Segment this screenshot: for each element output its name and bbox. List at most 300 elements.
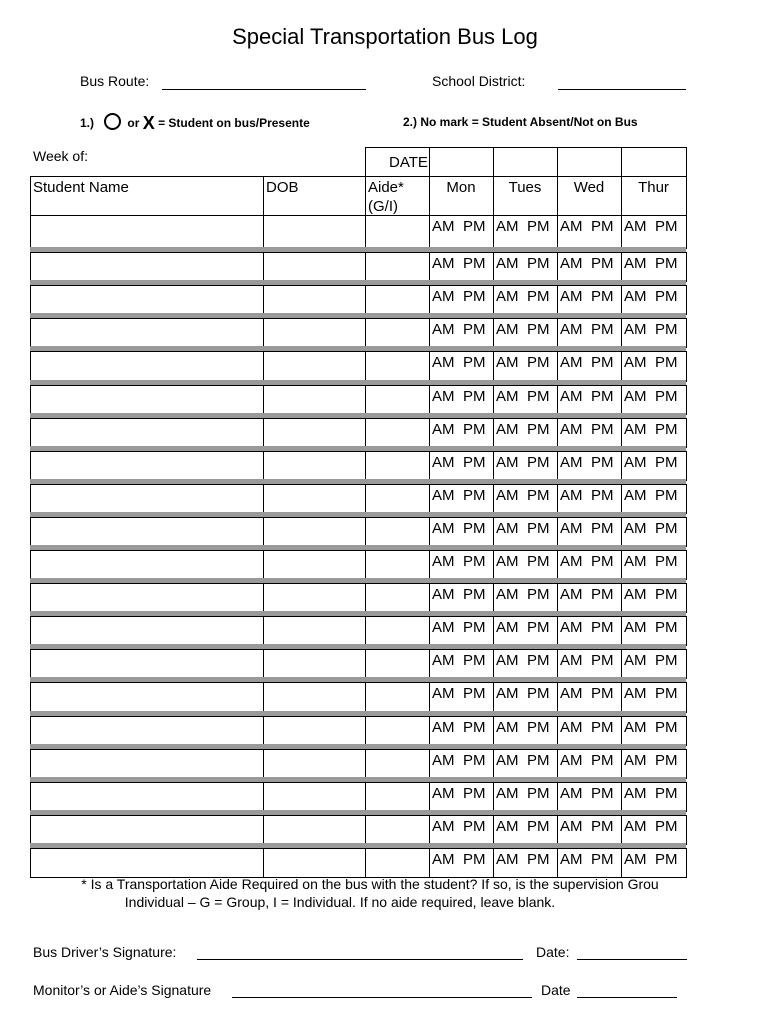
pm-label: PM [655, 255, 678, 272]
attendance-cell-mon[interactable] [429, 418, 494, 448]
pm-label: PM [527, 421, 550, 438]
am-label: AM [496, 421, 519, 438]
attendance-cell-wed[interactable] [557, 649, 622, 679]
attendance-cell-thur[interactable] [621, 550, 687, 580]
attendance-cell-tues[interactable] [493, 716, 558, 746]
attendance-cell-thur[interactable] [621, 318, 687, 348]
dob-cell[interactable] [263, 451, 366, 481]
pm-label: PM [655, 421, 678, 438]
am-label: AM [432, 218, 455, 235]
attendance-cell-tues[interactable] [493, 215, 558, 249]
dob-cell[interactable] [263, 749, 366, 779]
student-name-cell[interactable] [30, 616, 264, 646]
attendance-cell-thur[interactable] [621, 682, 687, 713]
pm-label: PM [591, 520, 614, 537]
student-name-cell[interactable] [30, 385, 264, 415]
pm-label: PM [463, 454, 486, 471]
dob-cell[interactable] [263, 583, 366, 613]
attendance-cell-mon[interactable] [429, 484, 494, 514]
student-name-cell[interactable] [30, 749, 264, 779]
legend-item-2: 2.) No mark = Student Absent/Not on Bus [403, 115, 638, 129]
aide-cell[interactable] [365, 385, 430, 415]
pm-label: PM [463, 321, 486, 338]
pm-label: PM [527, 752, 550, 769]
column-header-dob: DOB [266, 179, 299, 196]
pm-label: PM [591, 421, 614, 438]
attendance-cell-thur[interactable] [621, 616, 687, 646]
attendance-cell-tues[interactable] [493, 252, 558, 282]
dob-cell[interactable] [263, 782, 366, 812]
am-label: AM [560, 586, 583, 603]
am-label: AM [560, 752, 583, 769]
aide-cell[interactable] [365, 815, 430, 845]
attendance-cell-mon[interactable] [429, 550, 494, 580]
am-label: AM [432, 652, 455, 669]
student-name-cell[interactable] [30, 815, 264, 845]
student-name-cell[interactable] [30, 215, 264, 249]
attendance-cell-wed[interactable] [557, 385, 622, 415]
pm-label: PM [527, 354, 550, 371]
attendance-cell-wed[interactable] [557, 285, 622, 315]
aide-cell[interactable] [365, 252, 430, 282]
am-label: AM [432, 851, 455, 868]
student-name-cell[interactable] [30, 484, 264, 514]
pm-label: PM [591, 818, 614, 835]
pm-label: PM [591, 553, 614, 570]
dob-cell[interactable] [263, 550, 366, 580]
dob-cell[interactable] [263, 252, 366, 282]
dob-cell[interactable] [263, 215, 366, 249]
attendance-cell-thur[interactable] [621, 848, 687, 878]
pm-label: PM [591, 321, 614, 338]
attendance-cell-wed[interactable] [557, 682, 622, 713]
pm-label: PM [591, 218, 614, 235]
am-label: AM [560, 785, 583, 802]
footnote-line-1: * Is a Transportation Aide Required on the bus with the student? If so, is the supervision Grou [81, 876, 659, 892]
aide-cell[interactable] [365, 782, 430, 812]
am-label: AM [496, 553, 519, 570]
aide-cell[interactable] [365, 749, 430, 779]
driver-date-field[interactable] [577, 959, 687, 960]
am-label: AM [560, 851, 583, 868]
student-name-cell[interactable] [30, 716, 264, 746]
attendance-cell-wed[interactable] [557, 252, 622, 282]
am-label: AM [496, 520, 519, 537]
attendance-cell-thur[interactable] [621, 385, 687, 415]
am-label: AM [624, 785, 647, 802]
student-name-cell[interactable] [30, 418, 264, 448]
am-label: AM [560, 288, 583, 305]
attendance-cell-tues[interactable] [493, 815, 558, 845]
aide-cell[interactable] [365, 550, 430, 580]
am-label: AM [624, 520, 647, 537]
attendance-cell-wed[interactable] [557, 418, 622, 448]
pm-label: PM [527, 288, 550, 305]
pm-label: PM [527, 255, 550, 272]
pm-label: PM [591, 586, 614, 603]
attendance-cell-wed[interactable] [557, 749, 622, 779]
pm-label: PM [463, 619, 486, 636]
am-label: AM [432, 619, 455, 636]
pm-label: PM [591, 619, 614, 636]
attendance-cell-mon[interactable] [429, 451, 494, 481]
am-label: AM [560, 454, 583, 471]
pm-label: PM [527, 388, 550, 405]
pm-label: PM [527, 619, 550, 636]
pm-label: PM [463, 288, 486, 305]
pm-label: PM [463, 719, 486, 736]
am-label: AM [560, 388, 583, 405]
date-input-tues[interactable] [493, 147, 558, 177]
pm-label: PM [463, 354, 486, 371]
column-header-thur: Thur [638, 179, 669, 196]
student-name-cell[interactable] [30, 848, 264, 878]
student-name-cell[interactable] [30, 583, 264, 613]
attendance-cell-mon[interactable] [429, 385, 494, 415]
date-input-wed[interactable] [557, 147, 622, 177]
am-label: AM [496, 785, 519, 802]
am-label: AM [432, 421, 455, 438]
pm-label: PM [591, 255, 614, 272]
student-name-cell[interactable] [30, 285, 264, 315]
attendance-cell-mon[interactable] [429, 583, 494, 613]
attendance-cell-mon[interactable] [429, 351, 494, 382]
date-input-mon[interactable] [429, 147, 494, 177]
attendance-cell-thur[interactable] [621, 451, 687, 481]
attendance-cell-tues[interactable] [493, 285, 558, 315]
pm-label: PM [463, 586, 486, 603]
aide-cell[interactable] [365, 848, 430, 878]
dob-cell[interactable] [263, 616, 366, 646]
am-label: AM [496, 388, 519, 405]
am-label: AM [560, 421, 583, 438]
dob-cell[interactable] [263, 517, 366, 547]
am-label: AM [560, 652, 583, 669]
student-name-cell[interactable] [30, 252, 264, 282]
dob-cell[interactable] [263, 285, 366, 315]
dob-cell[interactable] [263, 318, 366, 348]
attendance-cell-wed[interactable] [557, 484, 622, 514]
pm-label: PM [527, 785, 550, 802]
am-label: AM [496, 719, 519, 736]
aide-cell[interactable] [365, 517, 430, 547]
attendance-cell-mon[interactable] [429, 616, 494, 646]
column-header-wed: Wed [573, 179, 605, 196]
pm-label: PM [527, 321, 550, 338]
attendance-cell-mon[interactable] [429, 682, 494, 713]
pm-label: PM [591, 752, 614, 769]
pm-label: PM [655, 288, 678, 305]
legend-item-1 [80, 113, 310, 134]
am-label: AM [432, 255, 455, 272]
am-label: AM [624, 818, 647, 835]
attendance-cell-tues[interactable] [493, 848, 558, 878]
attendance-cell-mon[interactable] [429, 815, 494, 845]
am-label: AM [624, 586, 647, 603]
pm-label: PM [527, 719, 550, 736]
attendance-cell-thur[interactable] [621, 815, 687, 845]
am-label: AM [432, 487, 455, 504]
am-label: AM [624, 421, 647, 438]
pm-label: PM [655, 752, 678, 769]
attendance-cell-mon[interactable] [429, 782, 494, 812]
attendance-cell-thur[interactable] [621, 716, 687, 746]
attendance-cell-tues[interactable] [493, 550, 558, 580]
column-header-student-name: Student Name [33, 179, 129, 196]
pm-label: PM [527, 652, 550, 669]
pm-label: PM [655, 685, 678, 702]
attendance-cell-tues[interactable] [493, 318, 558, 348]
pm-label: PM [527, 818, 550, 835]
school-district-label: School District: [432, 73, 526, 89]
am-label: AM [624, 719, 647, 736]
aide-cell[interactable] [365, 484, 430, 514]
pm-label: PM [655, 785, 678, 802]
date-label: DATE [389, 154, 428, 171]
am-label: AM [560, 818, 583, 835]
am-label: AM [624, 685, 647, 702]
am-label: AM [624, 553, 647, 570]
attendance-cell-wed[interactable] [557, 215, 622, 249]
attendance-cell-tues[interactable] [493, 749, 558, 779]
pm-label: PM [655, 553, 678, 570]
am-label: AM [432, 354, 455, 371]
monitor-date-field[interactable] [577, 997, 677, 998]
dob-cell[interactable] [263, 716, 366, 746]
attendance-cell-wed[interactable] [557, 583, 622, 613]
am-label: AM [624, 619, 647, 636]
bus-route-field[interactable] [162, 89, 366, 90]
attendance-cell-tues[interactable] [493, 385, 558, 415]
pm-label: PM [655, 354, 678, 371]
pm-label: PM [591, 354, 614, 371]
pm-label: PM [463, 851, 486, 868]
pm-label: PM [591, 785, 614, 802]
attendance-cell-tues[interactable] [493, 649, 558, 679]
aide-cell[interactable] [365, 583, 430, 613]
student-name-cell[interactable] [30, 649, 264, 679]
am-label: AM [496, 454, 519, 471]
legend-or: or [127, 116, 140, 130]
school-district-field[interactable] [558, 89, 686, 90]
attendance-cell-mon[interactable] [429, 848, 494, 878]
attendance-cell-wed[interactable] [557, 351, 622, 382]
am-label: AM [432, 388, 455, 405]
dob-cell[interactable] [263, 385, 366, 415]
attendance-cell-tues[interactable] [493, 418, 558, 448]
am-label: AM [432, 288, 455, 305]
column-header-aide-gi: (G/I) [368, 198, 398, 215]
am-label: AM [496, 321, 519, 338]
attendance-cell-tues[interactable] [493, 682, 558, 713]
pm-label: PM [463, 487, 486, 504]
am-label: AM [496, 619, 519, 636]
aide-cell[interactable] [365, 318, 430, 348]
pm-label: PM [655, 388, 678, 405]
dob-cell[interactable] [263, 351, 366, 382]
attendance-cell-mon[interactable] [429, 749, 494, 779]
pm-label: PM [655, 851, 678, 868]
pm-label: PM [591, 487, 614, 504]
monitor-signature-label: Monitor’s or Aide’s Signature [33, 982, 212, 998]
am-label: AM [496, 354, 519, 371]
pm-label: PM [655, 652, 678, 669]
pm-label: PM [527, 553, 550, 570]
student-name-cell[interactable] [30, 782, 264, 812]
legend-item-1-prefix: 1.) [80, 116, 95, 130]
attendance-cell-tues[interactable] [493, 484, 558, 514]
dob-cell[interactable] [263, 682, 366, 713]
am-label: AM [432, 785, 455, 802]
pm-label: PM [655, 487, 678, 504]
am-label: AM [560, 520, 583, 537]
pm-label: PM [655, 586, 678, 603]
pm-label: PM [527, 487, 550, 504]
attendance-cell-tues[interactable] [493, 351, 558, 382]
attendance-cell-mon[interactable] [429, 215, 494, 249]
attendance-cell-tues[interactable] [493, 451, 558, 481]
aide-cell[interactable] [365, 451, 430, 481]
pm-label: PM [463, 818, 486, 835]
student-name-cell[interactable] [30, 318, 264, 348]
attendance-cell-wed[interactable] [557, 815, 622, 845]
pm-label: PM [655, 218, 678, 235]
pm-label: PM [655, 818, 678, 835]
attendance-cell-thur[interactable] [621, 351, 687, 382]
dob-cell[interactable] [263, 484, 366, 514]
am-label: AM [496, 288, 519, 305]
attendance-cell-thur[interactable] [621, 782, 687, 812]
attendance-cell-mon[interactable] [429, 318, 494, 348]
am-label: AM [624, 487, 647, 504]
am-label: AM [560, 685, 583, 702]
am-label: AM [432, 719, 455, 736]
attendance-cell-thur[interactable] [621, 418, 687, 448]
am-label: AM [624, 752, 647, 769]
attendance-cell-wed[interactable] [557, 550, 622, 580]
attendance-cell-mon[interactable] [429, 517, 494, 547]
pm-label: PM [527, 586, 550, 603]
attendance-cell-thur[interactable] [621, 583, 687, 613]
am-label: AM [560, 619, 583, 636]
monitor-signature-field[interactable] [232, 997, 532, 998]
column-header-tues: Tues [508, 179, 542, 196]
am-label: AM [432, 321, 455, 338]
attendance-cell-thur[interactable] [621, 252, 687, 282]
pm-label: PM [527, 218, 550, 235]
attendance-cell-tues[interactable] [493, 616, 558, 646]
am-label: AM [432, 454, 455, 471]
attendance-cell-mon[interactable] [429, 285, 494, 315]
attendance-cell-tues[interactable] [493, 782, 558, 812]
aide-cell[interactable] [365, 716, 430, 746]
dob-cell[interactable] [263, 418, 366, 448]
attendance-cell-wed[interactable] [557, 451, 622, 481]
monitor-date-label: Date [541, 982, 571, 998]
pm-label: PM [463, 785, 486, 802]
dob-cell[interactable] [263, 649, 366, 679]
student-name-cell[interactable] [30, 451, 264, 481]
am-label: AM [624, 388, 647, 405]
bus-route-label: Bus Route: [80, 73, 150, 89]
column-header-aide: Aide* [368, 179, 404, 196]
attendance-cell-mon[interactable] [429, 252, 494, 282]
attendance-cell-thur[interactable] [621, 649, 687, 679]
aide-cell[interactable] [365, 616, 430, 646]
aide-cell[interactable] [365, 351, 430, 382]
am-label: AM [432, 818, 455, 835]
attendance-cell-thur[interactable] [621, 285, 687, 315]
attendance-cell-wed[interactable] [557, 616, 622, 646]
student-name-cell[interactable] [30, 682, 264, 713]
student-name-cell[interactable] [30, 351, 264, 382]
x-mark-icon: X [142, 113, 155, 133]
am-label: AM [496, 752, 519, 769]
attendance-cell-wed[interactable] [557, 716, 622, 746]
am-label: AM [624, 288, 647, 305]
am-label: AM [496, 586, 519, 603]
am-label: AM [560, 719, 583, 736]
student-name-cell[interactable] [30, 550, 264, 580]
aide-cell[interactable] [365, 649, 430, 679]
pm-label: PM [655, 619, 678, 636]
attendance-cell-thur[interactable] [621, 215, 687, 249]
attendance-cell-wed[interactable] [557, 848, 622, 878]
am-label: AM [624, 218, 647, 235]
pm-label: PM [527, 685, 550, 702]
legend-item-1-text: = Student on bus/Presente [158, 116, 310, 130]
attendance-cell-tues[interactable] [493, 583, 558, 613]
attendance-cell-thur[interactable] [621, 484, 687, 514]
pm-label: PM [463, 255, 486, 272]
pm-label: PM [463, 421, 486, 438]
pm-label: PM [655, 454, 678, 471]
attendance-cell-wed[interactable] [557, 517, 622, 547]
aide-cell[interactable] [365, 215, 430, 249]
pm-label: PM [463, 652, 486, 669]
am-label: AM [432, 752, 455, 769]
attendance-cell-thur[interactable] [621, 749, 687, 779]
am-label: AM [496, 851, 519, 868]
attendance-cell-wed[interactable] [557, 782, 622, 812]
date-input-thur[interactable] [621, 147, 687, 177]
am-label: AM [624, 321, 647, 338]
aide-cell[interactable] [365, 418, 430, 448]
driver-signature-field[interactable] [197, 959, 523, 960]
pm-label: PM [463, 752, 486, 769]
am-label: AM [624, 454, 647, 471]
am-label: AM [560, 321, 583, 338]
attendance-cell-mon[interactable] [429, 649, 494, 679]
week-of-label: Week of: [33, 148, 88, 164]
attendance-cell-tues[interactable] [493, 517, 558, 547]
aide-cell[interactable] [365, 682, 430, 713]
pm-label: PM [655, 321, 678, 338]
pm-label: PM [591, 454, 614, 471]
aide-cell[interactable] [365, 285, 430, 315]
footnote-line-2: Individual – G = Group, I = Individual. If no aide required, leave blank. [124, 894, 556, 910]
attendance-cell-thur[interactable] [621, 517, 687, 547]
am-label: AM [624, 851, 647, 868]
pm-label: PM [463, 685, 486, 702]
attendance-cell-wed[interactable] [557, 318, 622, 348]
pm-label: PM [463, 218, 486, 235]
attendance-cell-mon[interactable] [429, 716, 494, 746]
dob-cell[interactable] [263, 848, 366, 878]
student-name-cell[interactable] [30, 517, 264, 547]
am-label: AM [496, 818, 519, 835]
dob-cell[interactable] [263, 815, 366, 845]
